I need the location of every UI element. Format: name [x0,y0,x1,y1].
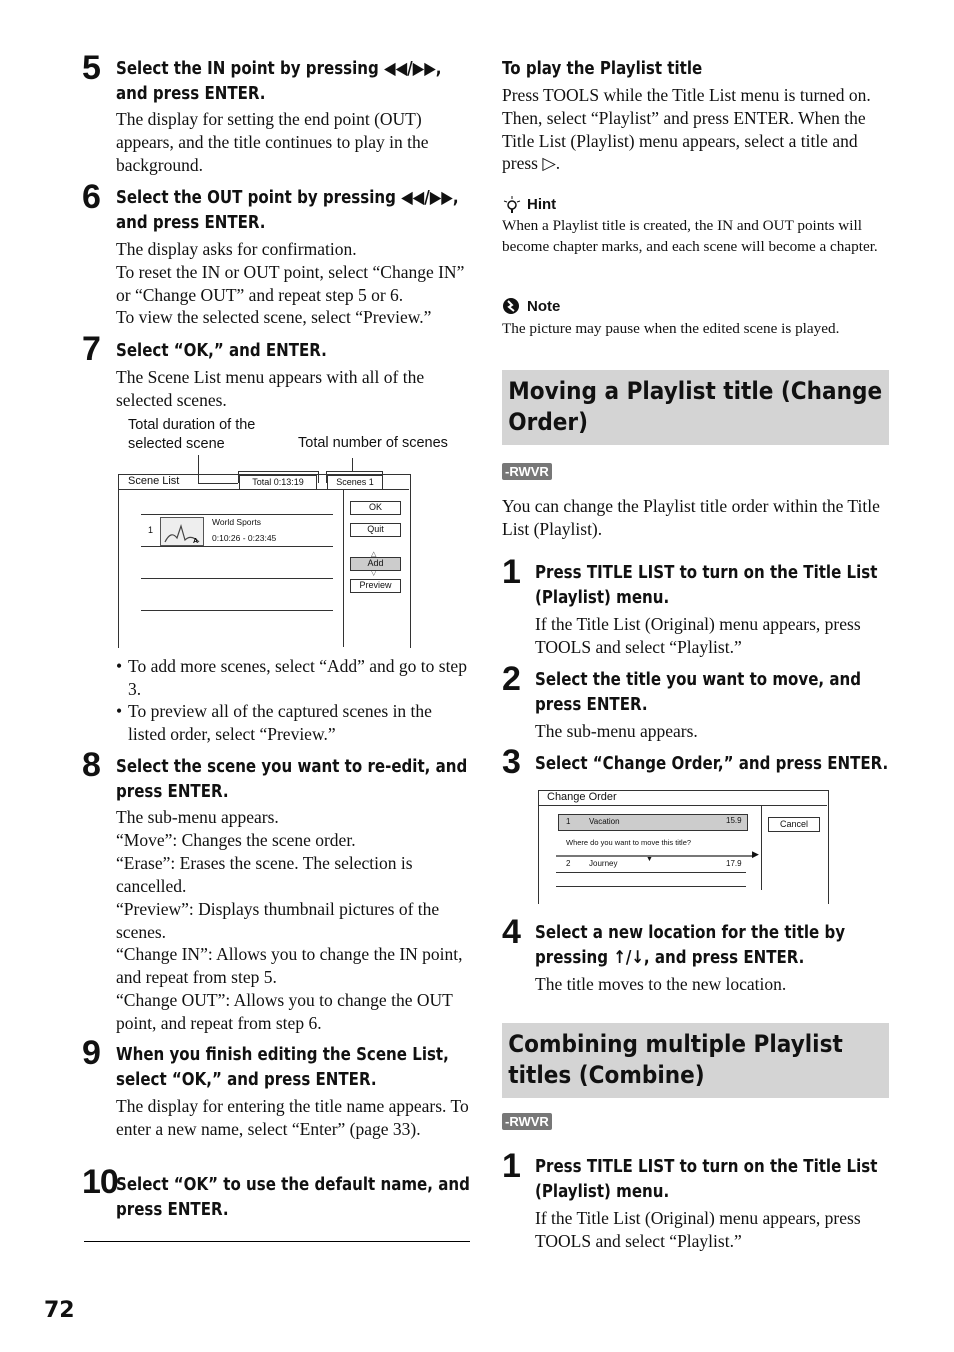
hint-label: Hint [527,196,557,213]
row-vacation-name: Vacation [589,817,620,826]
co-step-3-heading: Select “Change Order,” and press ENTER. [535,754,889,774]
bullet-2-marker: • [116,701,123,721]
co-step-4-heading: Select a new location for the title by pressing ↑/↓, and press ENTER. [535,923,846,968]
note-body: The picture may pause when the edited scene is played. [502,320,840,337]
step-7-number: 7 [82,330,100,368]
scene-item-number: 1 [148,525,154,535]
step-8-body-4: “Preview”: Displays thumbnail pictures of the scenes. [116,899,440,942]
bullet-1-text: To add more scenes, select “Add” and go to step 3. [128,656,467,699]
cb-step-1-number: 1 [502,1147,520,1185]
step-8-body-1: The sub-menu appears. [116,807,279,827]
play-body: Press TOOLS while the Title List menu is turned on. Then, select “Playlist” and press ENTER. When the Title List (Playlist) menu appears, select a title and press ▷. [502,85,871,174]
step-8-body-3: “Erase”: Erases the scene. The selection is cancelled. [116,853,413,896]
rwvr-badge: -RWVR [502,463,552,480]
callout-total-scenes: Total number of scenes [298,435,448,451]
co-step-2-body: The sub-menu appears. [535,721,698,741]
preview-button[interactable]: Preview [350,579,401,593]
scenes-count-box: Scenes 1 [327,475,383,490]
change-order-intro: You can change the Playlist title order within the Title List (Playlist). [502,496,880,539]
row-empty [556,886,746,887]
step-5-body: The display for setting the end point (OUT) appears, and the title continues to play in the background. [116,109,429,175]
step-10-number: 10 [82,1163,118,1201]
up-arrow-icon: △ [371,550,377,558]
step-9-heading: When you finish editing the Scene List, select “OK,” and press ENTER. [116,1045,449,1090]
co-step-1-number: 1 [502,553,520,591]
step-8-body-5: “Change IN”: Allows you to change the IN point, and repeat from step 5. [116,944,463,987]
co-step-2-heading: Select the title you want to move, and press ENTER. [535,670,862,715]
step-10-heading: Select “OK” to use the default name, and press ENTER. [116,1175,470,1220]
scene-list-title: Scene List [128,475,180,487]
down-arrow-icon: ▽ [371,569,377,577]
scene-item-time: 0:10:26 - 0:23:45 [212,533,277,543]
callout-bracket-top [238,471,318,472]
insert-arrow-icon: ▶ [752,849,759,859]
step-6-body-1: The display asks for confirmation. [116,239,357,259]
step-8-number: 8 [82,746,100,784]
total-duration-box: Total 0:13:19 [239,475,317,490]
step-8-body-6: “Change OUT”: Allows you to change the OUT point, and repeat from step 6. [116,990,453,1033]
step-9-number: 9 [82,1034,100,1072]
step-6-heading: Select the OUT point by pressing ◀◀/▶▶, and press ENTER. [116,188,459,233]
co-step-4-number: 4 [502,913,520,951]
row-vacation-number: 1 [566,817,571,826]
step-8-body-2: “Move”: Changes the scene order. [116,830,356,850]
callout-line-scenes [352,458,353,471]
hint-icon [502,195,522,215]
step-7-body: The Scene List menu appears with all of the selected scenes. [116,367,425,410]
step-6-number: 6 [82,178,100,216]
section-change-order-title: Moving a Playlist title (Change Order) [508,377,883,436]
cb-step-1-body: If the Title List (Original) menu appears, press TOOLS and select “Playlist.” [535,1208,861,1251]
step-8-heading: Select the scene you want to re-edit, and press ENTER. [116,757,468,802]
callout-bracket-scenes-top [326,471,383,472]
step-5-heading: Select the IN point by pressing ◀◀/▶▶, and press ENTER. [116,59,442,104]
co-step-4-body: The title moves to the new location. [535,974,787,994]
step-7-heading: Select “OK,” and ENTER. [116,341,327,361]
co-step-3-number: 3 [502,743,520,781]
cancel-button[interactable]: Cancel [768,817,820,832]
change-order-title: Change Order [547,791,617,803]
section-combine-title: Combining multiple Playlist titles (Combine) [508,1030,843,1089]
section-combine-header [502,1023,889,1098]
cb-step-1-heading: Press TITLE LIST to turn on the Title List (Playlist) menu. [535,1157,878,1202]
note-icon [502,297,520,315]
co-step-2-number: 2 [502,660,520,698]
row-journey-number: 2 [566,859,571,868]
scene-empty-row-1 [141,578,333,579]
scene-item-name: World Sports [212,517,261,527]
co-step-1-body: If the Title List (Original) menu appears, press TOOLS and select “Playlist.” [535,614,861,657]
row-journey-value: 17.9 [726,859,742,868]
add-button[interactable]: Add [350,557,401,571]
row-journey-bottom [556,872,746,873]
scene-list-side-divider [343,490,344,647]
scene-empty-row-2 [141,610,333,611]
hint-body: When a Playlist title is created, the IN and OUT points will become chapter marks, and each scene will become a chapter. [502,217,878,255]
move-prompt: Where do you want to move this title? [566,838,692,847]
svg-text:A: A [193,538,199,545]
insert-position-line [556,855,753,857]
row-journey-name: Journey [589,859,618,868]
quit-button[interactable]: Quit [350,523,401,537]
step-5-number: 5 [82,49,100,87]
co-step-1-heading: Press TITLE LIST to turn on the Title List (Playlist) menu. [535,563,878,608]
scene-thumbnail[interactable] [160,517,204,546]
step-6-body-3: To view the selected scene, select “Preview.” [116,307,432,327]
bullet-1-marker: • [116,656,123,676]
step-9-body: The display for entering the title name appears. To enter a new name, select “Enter” (page 33). [116,1096,469,1139]
callout-total-duration: Total duration of the selected scene [128,417,256,452]
page-number: 72 [44,1298,75,1323]
bullet-2-text: To preview all of the captured scenes in the listed order, select “Preview.” [128,701,432,744]
ok-button[interactable]: OK [350,501,401,515]
row-vacation[interactable] [558,814,748,831]
step-6-body-2: To reset the IN or OUT point, select “Change IN” or “Change OUT” and repeat step 5 or 6. [116,262,465,305]
scene-row-top [141,514,333,515]
row-vacation-value: 15.9 [726,816,742,825]
section-change-order-header [502,370,889,445]
rwvr-badge-2: -RWVR [502,1113,552,1130]
change-order-header-divider [538,805,827,806]
play-heading: To play the Playlist title [502,59,703,79]
column-end-rule [84,1241,470,1242]
note-label: Note [527,298,561,315]
down-arrow-icon: ▼ [646,855,653,863]
change-order-side-divider [761,806,762,890]
